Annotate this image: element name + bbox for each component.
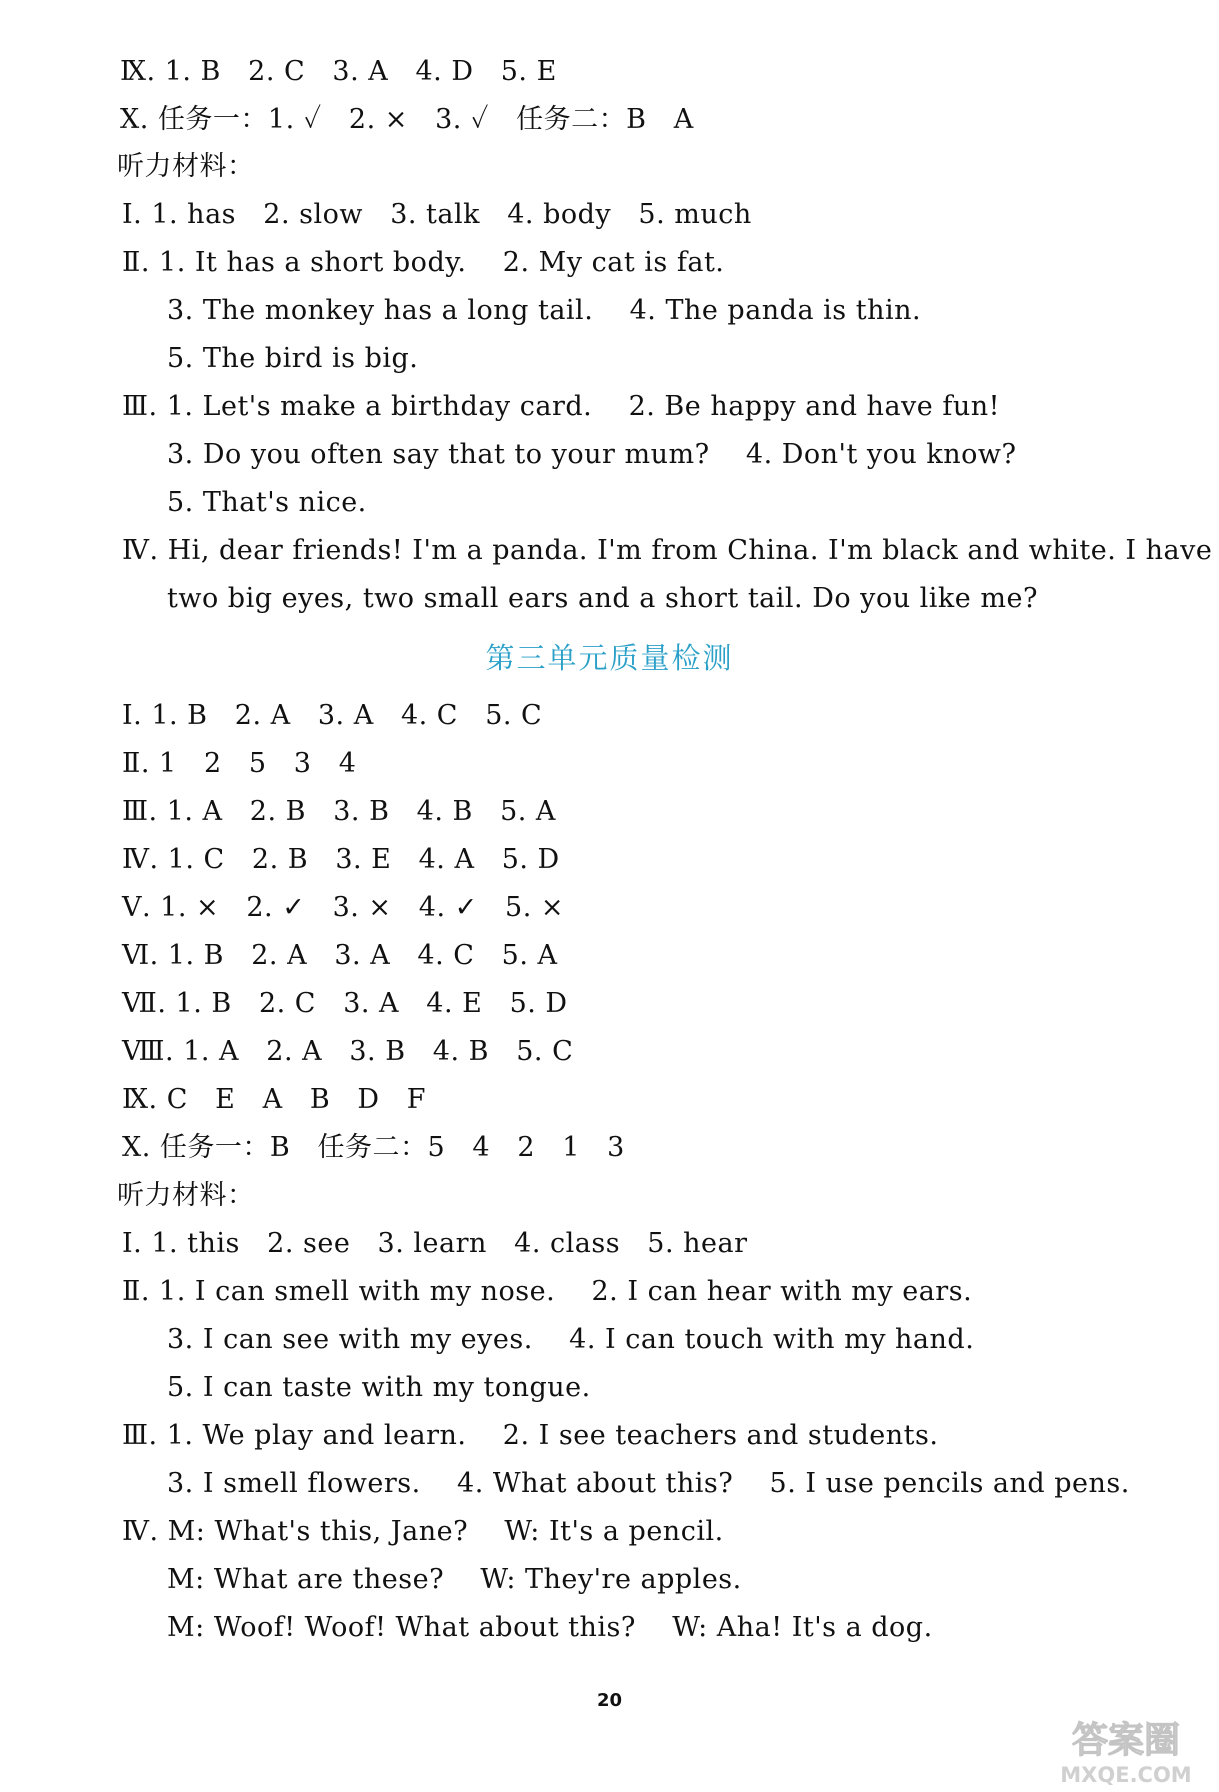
unit3-answer-4: Ⅳ. 1. C 2. B 3. E 4. A 5. D xyxy=(122,844,560,875)
unit3-answer-3: Ⅲ. 1. A 2. B 3. B 4. B 5. A xyxy=(122,796,556,827)
unit3-answer-9: Ⅸ. C E A B D F xyxy=(122,1084,427,1115)
unit3-listening-2: Ⅱ. 1. I can smell with my nose. 2. I can hear with my ears. xyxy=(122,1276,973,1307)
unit3-answer-2: Ⅱ. 1 2 5 3 4 xyxy=(122,748,357,779)
unit3-answer-10: Ⅹ. 任务一：B 任务二：5 4 2 1 3 xyxy=(122,1132,625,1163)
watermark-logo xyxy=(1041,1710,1211,1788)
listening-line-1: Ⅰ. 1. has 2. slow 3. talk 4. body 5. much xyxy=(122,199,752,230)
section-heading: 第三单元质量检测 xyxy=(485,641,734,675)
answer-line-10: Ⅹ. 任务一：1. ✓ 2. × 3. ✓ 任务二：B A xyxy=(120,104,694,135)
listening-line-4b: two big eyes, two small ears and a short tail. Do you like me? xyxy=(167,583,1038,614)
answer-line-9: Ⅸ. 1. B 2. C 3. A 4. D 5. E xyxy=(120,56,557,87)
unit3-answer-5: Ⅴ. 1. × 2. ✓ 3. × 4. ✓ 5. × xyxy=(122,892,564,923)
listening-line-3: Ⅲ. 1. Let's make a birthday card. 2. Be happy and have fun! xyxy=(122,391,1000,422)
unit3-answer-7: Ⅶ. 1. B 2. C 3. A 4. E 5. D xyxy=(122,988,568,1019)
listening-line-3c: 5. That's nice. xyxy=(167,487,367,518)
unit3-listening-4: Ⅳ. M: What's this, Jane? W: It's a pencil. xyxy=(122,1516,724,1547)
watermark-top-text: 答案圈 xyxy=(1071,1720,1181,1761)
page-number: 20 xyxy=(596,1690,623,1711)
listening-label: 听力材料： xyxy=(117,151,255,182)
unit3-listening-2c: 5. I can taste with my tongue. xyxy=(167,1372,591,1403)
listening-line-3b: 3. Do you often say that to your mum? 4. Don't you know? xyxy=(167,439,1017,470)
unit3-listening-3b: 3. I smell flowers. 4. What about this? 5. I use pencils and pens. xyxy=(167,1468,1130,1499)
listening-line-2b: 3. The monkey has a long tail. 4. The panda is thin. xyxy=(167,295,922,326)
unit3-listening-2b: 3. I can see with my eyes. 4. I can touch with my hand. xyxy=(167,1324,975,1355)
unit3-listening-4b: M: What are these? W: They're apples. xyxy=(167,1564,742,1595)
unit3-answer-1: Ⅰ. 1. B 2. A 3. A 4. C 5. C xyxy=(122,700,543,731)
listening-line-4: Ⅳ. Hi, dear friends! I'm a panda. I'm from China. I'm black and white. I have xyxy=(122,535,1213,566)
unit3-answer-6: Ⅵ. 1. B 2. A 3. A 4. C 5. A xyxy=(122,940,558,971)
unit3-listening-1: Ⅰ. 1. this 2. see 3. learn 4. class 5. hear xyxy=(122,1228,748,1259)
listening-line-2: Ⅱ. 1. It has a short body. 2. My cat is fat. xyxy=(122,247,725,278)
unit3-listening-3: Ⅲ. 1. We play and learn. 2. I see teachers and students. xyxy=(122,1420,939,1451)
watermark-bottom-text: MXQE.COM xyxy=(1060,1763,1192,1787)
unit3-listening-label: 听力材料： xyxy=(117,1180,255,1211)
unit3-answer-8: Ⅷ. 1. A 2. A 3. B 4. B 5. C xyxy=(122,1036,574,1067)
unit3-listening-4c: M: Woof! Woof! What about this? W: Aha! It's a dog. xyxy=(167,1612,933,1643)
listening-line-2c: 5. The bird is big. xyxy=(167,343,419,374)
